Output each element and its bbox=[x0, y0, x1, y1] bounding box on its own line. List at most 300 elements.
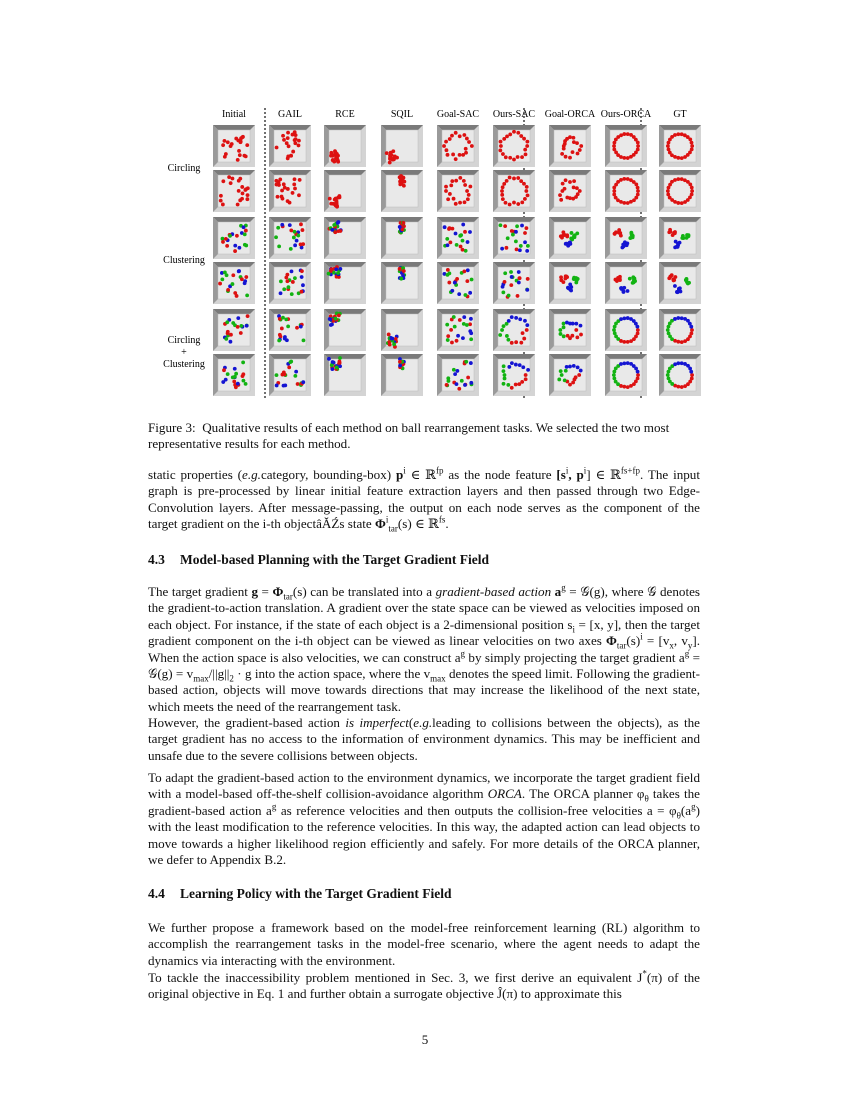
ball bbox=[327, 357, 331, 361]
ball bbox=[463, 293, 467, 297]
ball bbox=[451, 227, 455, 231]
ball bbox=[455, 339, 459, 343]
ball bbox=[564, 369, 568, 373]
cell-bevel bbox=[493, 217, 498, 259]
ball bbox=[630, 234, 634, 238]
ball bbox=[301, 380, 305, 384]
ball bbox=[240, 185, 244, 189]
ball bbox=[515, 224, 519, 228]
ball bbox=[446, 334, 450, 338]
cell-bevel bbox=[381, 170, 386, 212]
ball bbox=[520, 200, 524, 204]
ball bbox=[676, 340, 680, 344]
ball bbox=[523, 240, 527, 244]
ball bbox=[237, 246, 241, 250]
ball bbox=[515, 247, 519, 251]
ball bbox=[281, 197, 285, 201]
ball bbox=[626, 361, 630, 365]
ball bbox=[572, 186, 576, 190]
ball bbox=[673, 230, 677, 234]
ball bbox=[468, 329, 472, 333]
ball bbox=[523, 197, 527, 201]
ball bbox=[282, 287, 286, 291]
ball bbox=[333, 198, 337, 202]
ball bbox=[559, 332, 563, 336]
ball bbox=[516, 131, 520, 135]
ball bbox=[563, 378, 567, 382]
ball bbox=[231, 177, 235, 181]
ball bbox=[683, 384, 687, 388]
ball bbox=[565, 196, 569, 200]
cell-bevel bbox=[437, 262, 442, 304]
ball bbox=[505, 179, 509, 183]
ball bbox=[333, 230, 337, 234]
ball bbox=[221, 143, 225, 147]
ball bbox=[280, 223, 284, 227]
ball bbox=[242, 379, 246, 383]
ball bbox=[519, 134, 523, 138]
ball bbox=[509, 270, 513, 274]
ball bbox=[293, 130, 297, 134]
ball bbox=[557, 378, 561, 382]
ball bbox=[244, 154, 248, 158]
ball bbox=[676, 177, 680, 181]
ball bbox=[246, 314, 250, 318]
ball bbox=[463, 383, 467, 387]
ball bbox=[526, 193, 530, 197]
cell-bevel bbox=[213, 262, 255, 267]
ball bbox=[469, 337, 473, 341]
ball bbox=[288, 201, 292, 205]
ball bbox=[455, 243, 459, 247]
ball bbox=[516, 176, 520, 180]
ball bbox=[446, 197, 450, 201]
ball bbox=[668, 228, 672, 232]
ball bbox=[275, 384, 279, 388]
ball bbox=[293, 243, 297, 247]
ball bbox=[516, 155, 520, 159]
ball bbox=[300, 269, 304, 273]
ball bbox=[666, 328, 670, 332]
cell-bevel bbox=[493, 354, 498, 396]
cell-bevel bbox=[269, 309, 311, 314]
cell-bevel bbox=[605, 309, 647, 314]
ball bbox=[280, 189, 284, 193]
ball bbox=[463, 200, 467, 204]
cell-bevel bbox=[493, 262, 498, 304]
ball bbox=[572, 179, 576, 183]
ball bbox=[468, 291, 472, 295]
cell-bevel bbox=[437, 125, 479, 130]
ball bbox=[225, 320, 229, 324]
ball bbox=[508, 176, 512, 180]
ball bbox=[469, 361, 473, 365]
ball bbox=[219, 199, 223, 203]
cell-bevel bbox=[269, 309, 274, 351]
paragraph-node-feature: static properties (e.g.category, bounding-box) $p^i$ ∈ ℝ$^{fp}$ as the node feature [$s^i$, $p^i$] ∈ ℝ$^{fs+fp}$. The input graph is pre-processed by linear initial feature extraction layers and then passed through two Edge-Convolution layers. After message-passing, the output on each node serves as the component of the target gradient on the i-th objectâĂŹs state $\Phi^i_{tar}(s)$ ∈ ℝ$^{fs}$. bbox=[148, 465, 700, 534]
ball bbox=[525, 323, 529, 327]
ball bbox=[510, 361, 514, 365]
ball bbox=[519, 179, 523, 183]
ball bbox=[526, 277, 530, 281]
ball bbox=[560, 152, 564, 156]
ball bbox=[330, 363, 334, 367]
cell-floor bbox=[610, 222, 642, 254]
cell-bevel bbox=[381, 309, 386, 351]
ball bbox=[299, 325, 303, 329]
ball bbox=[522, 182, 526, 186]
ball bbox=[227, 175, 231, 179]
cell-bevel bbox=[324, 170, 366, 175]
ball bbox=[235, 234, 239, 238]
ball bbox=[566, 286, 570, 290]
cell-bevel bbox=[437, 354, 442, 396]
ball bbox=[236, 158, 240, 162]
ball bbox=[449, 328, 453, 332]
ball bbox=[575, 141, 579, 145]
cell-floor bbox=[610, 267, 642, 299]
cell-bevel bbox=[493, 170, 535, 175]
row-group-label: Circling + Clustering bbox=[163, 335, 205, 370]
figure-caption: Figure 3: Qualitative results of each method on ball rearrangement tasks. We selected the two most representative results for each method. bbox=[148, 420, 670, 452]
ball bbox=[240, 277, 244, 281]
ball bbox=[454, 131, 458, 135]
ball bbox=[236, 382, 240, 386]
ball bbox=[237, 189, 241, 193]
ball bbox=[447, 271, 451, 275]
ball bbox=[293, 177, 297, 181]
ball bbox=[501, 290, 505, 294]
ball bbox=[501, 185, 505, 189]
ball bbox=[452, 197, 456, 201]
cell-bevel bbox=[437, 170, 479, 175]
ball bbox=[468, 322, 472, 326]
cell-bevel bbox=[381, 262, 386, 304]
ball bbox=[388, 161, 392, 165]
ball bbox=[673, 317, 677, 321]
ball bbox=[631, 281, 635, 285]
cell-bevel bbox=[269, 125, 311, 130]
ball bbox=[517, 270, 521, 274]
ball bbox=[279, 291, 283, 295]
cell-bevel bbox=[605, 309, 610, 351]
ball bbox=[518, 248, 522, 252]
cell-bevel bbox=[269, 262, 274, 304]
ball bbox=[500, 247, 504, 251]
ball bbox=[579, 144, 583, 148]
ball bbox=[680, 340, 684, 344]
ball bbox=[558, 328, 562, 332]
ball bbox=[517, 382, 521, 386]
ball bbox=[619, 317, 623, 321]
cell-bevel bbox=[493, 262, 535, 267]
cell-bevel bbox=[605, 170, 610, 212]
ball bbox=[244, 187, 248, 191]
cell-floor bbox=[664, 267, 696, 299]
cell-bevel bbox=[437, 217, 479, 222]
cell-bevel bbox=[659, 262, 701, 267]
ball bbox=[456, 334, 460, 338]
ball bbox=[619, 362, 623, 366]
ball bbox=[226, 372, 230, 376]
ball bbox=[636, 328, 640, 332]
ball bbox=[218, 282, 222, 286]
ball bbox=[283, 372, 287, 376]
ball bbox=[465, 279, 469, 283]
column-header: Ours-ORCA bbox=[600, 109, 652, 120]
ball bbox=[282, 138, 286, 142]
ball bbox=[503, 373, 507, 377]
ball bbox=[221, 179, 225, 183]
ball bbox=[503, 224, 507, 228]
ball bbox=[525, 328, 529, 332]
ball bbox=[245, 324, 249, 328]
ball bbox=[297, 144, 301, 148]
ball bbox=[302, 338, 306, 342]
ball bbox=[568, 365, 572, 369]
ball bbox=[560, 373, 564, 377]
ball bbox=[670, 273, 674, 277]
cell-bevel bbox=[269, 217, 274, 259]
ball bbox=[522, 337, 526, 341]
ball bbox=[447, 379, 451, 383]
ball bbox=[559, 198, 563, 202]
ball bbox=[286, 324, 290, 328]
ball bbox=[458, 318, 462, 322]
ball bbox=[290, 292, 294, 296]
column-header: GT bbox=[673, 109, 687, 120]
ball bbox=[506, 338, 510, 342]
ball bbox=[463, 183, 467, 187]
ball bbox=[238, 177, 242, 181]
ball bbox=[510, 275, 514, 279]
ball bbox=[444, 185, 448, 189]
ball bbox=[622, 201, 626, 205]
ball bbox=[521, 365, 525, 369]
ball bbox=[676, 156, 680, 160]
ball bbox=[338, 356, 342, 360]
ball bbox=[564, 155, 568, 159]
ball bbox=[519, 341, 523, 345]
ball bbox=[666, 144, 670, 148]
ball bbox=[523, 231, 527, 235]
ball bbox=[622, 177, 626, 181]
cell-bevel bbox=[549, 125, 591, 130]
ball bbox=[506, 383, 510, 387]
ball bbox=[498, 149, 502, 153]
ball bbox=[459, 245, 463, 249]
ball bbox=[526, 244, 530, 248]
ball bbox=[463, 230, 467, 234]
ball bbox=[240, 197, 244, 201]
ball bbox=[568, 383, 572, 387]
ball bbox=[281, 134, 285, 138]
ball bbox=[283, 335, 287, 339]
ball bbox=[335, 366, 339, 370]
paragraph-imperfect-action: However, the gradient-based action is imperfect(e.g.leading to collisions between the objects), as the target gradient has no access to the information of environment dynamics. This may be inefficient and unsafe due to the severe collisions between objects. bbox=[148, 715, 700, 763]
ball bbox=[510, 341, 514, 345]
ball bbox=[329, 202, 333, 206]
ball bbox=[501, 197, 505, 201]
ball bbox=[622, 385, 626, 389]
ball bbox=[507, 319, 511, 323]
ball bbox=[444, 189, 448, 193]
ball bbox=[445, 237, 449, 241]
ball bbox=[462, 133, 466, 137]
ball bbox=[501, 285, 505, 289]
cell-bevel bbox=[437, 309, 479, 314]
ball bbox=[243, 243, 247, 247]
cell-bevel bbox=[659, 217, 664, 259]
ball bbox=[612, 328, 616, 332]
ball bbox=[330, 228, 334, 232]
ball bbox=[572, 234, 576, 238]
cell-bevel bbox=[269, 354, 311, 359]
cell-bevel bbox=[213, 309, 218, 351]
ball bbox=[448, 137, 452, 141]
ball bbox=[289, 360, 293, 364]
cell-bevel bbox=[659, 170, 664, 212]
ball bbox=[392, 342, 396, 346]
cell-bevel bbox=[437, 309, 442, 351]
ball bbox=[500, 193, 504, 197]
ball bbox=[667, 376, 671, 380]
ball bbox=[338, 229, 342, 233]
column-header: Goal-SAC bbox=[436, 109, 480, 120]
ball bbox=[525, 185, 529, 189]
ball bbox=[286, 131, 290, 135]
ball bbox=[293, 276, 297, 280]
ball bbox=[680, 385, 684, 389]
column-header: GAIL bbox=[278, 109, 302, 120]
ball bbox=[448, 192, 452, 196]
ball bbox=[520, 224, 524, 228]
ball bbox=[289, 247, 293, 251]
ball bbox=[690, 144, 694, 148]
cell-bevel bbox=[659, 125, 664, 167]
ball bbox=[453, 325, 457, 329]
ball bbox=[450, 341, 454, 345]
ball bbox=[568, 283, 572, 287]
ball bbox=[505, 134, 509, 138]
ball bbox=[566, 244, 570, 248]
ball bbox=[518, 317, 522, 321]
ball bbox=[510, 315, 514, 319]
ball bbox=[460, 379, 464, 383]
ball bbox=[571, 197, 575, 201]
ball bbox=[327, 272, 331, 276]
ball bbox=[666, 189, 670, 193]
ball bbox=[667, 276, 671, 280]
ball bbox=[524, 189, 528, 193]
ball bbox=[690, 373, 694, 377]
cell-bevel bbox=[549, 170, 554, 212]
ball bbox=[676, 361, 680, 365]
ball bbox=[673, 362, 677, 366]
ball bbox=[445, 148, 449, 152]
ball bbox=[512, 158, 516, 162]
ball bbox=[679, 290, 683, 294]
ball bbox=[572, 136, 576, 140]
ball bbox=[612, 148, 616, 152]
ball bbox=[574, 322, 578, 326]
page-number: 5 bbox=[421, 1032, 429, 1047]
section-heading-4-3: 4.3 Model-based Planning with the Target Gradient Field bbox=[148, 552, 490, 567]
ball bbox=[571, 322, 575, 326]
cell-bevel bbox=[605, 217, 610, 259]
ball bbox=[525, 226, 529, 230]
ball bbox=[393, 156, 397, 160]
ball bbox=[629, 231, 633, 235]
ball bbox=[231, 282, 235, 286]
paragraph-target-gradient: The target gradient $g = \Phi_{tar}(s)$ can be translated into a gradient-based action $a^g$ = 𝒢(g), where 𝒢 denotes the gradient-to-action translation. A gradient over the state space can be viewed as velocities imposed on each object. For instance, if the state of each object is a 2-dimensional position $s_i = [x$, y], then the target gradient component on the i-th object can be viewed as linear velocities on two axes $\Phi_{tar}(s)^i = [v_x$, $v_y$]. When the action space is also velocities, we can construct $a^g$ by simply projecting the target gradient $a^g$ = 𝒢(g) = $v_{max}/||g||_2 \cdot g$ into the action space, where the $v_{max}$ denotes the speed limit. Following the gradient-based action, objects will move towards directions that may increase the likelihood of the next state, which meets the need of the rearrangement task. bbox=[148, 582, 701, 714]
ball bbox=[334, 267, 338, 271]
ball bbox=[399, 174, 403, 178]
ball bbox=[565, 233, 569, 237]
ball bbox=[287, 144, 291, 148]
cell-bevel bbox=[659, 309, 701, 314]
ball bbox=[560, 236, 564, 240]
ball bbox=[464, 360, 468, 364]
cell-bevel bbox=[437, 354, 479, 359]
ball bbox=[338, 361, 342, 365]
ball bbox=[685, 233, 689, 237]
ball bbox=[236, 203, 240, 207]
ball bbox=[237, 149, 241, 153]
ball bbox=[499, 140, 503, 144]
ball bbox=[301, 228, 305, 232]
cell-bevel bbox=[269, 125, 274, 167]
ball bbox=[334, 317, 338, 321]
column-header: Goal-ORCA bbox=[544, 109, 596, 120]
cell-floor bbox=[442, 130, 474, 162]
ball bbox=[509, 283, 513, 287]
ball bbox=[236, 325, 240, 329]
ball bbox=[502, 364, 506, 368]
ball bbox=[678, 286, 682, 290]
cell-bevel bbox=[493, 309, 498, 351]
cell-bevel bbox=[659, 217, 701, 222]
cell-bevel bbox=[213, 354, 218, 396]
cell-bevel bbox=[605, 262, 647, 267]
cell-bevel bbox=[549, 354, 591, 359]
ball bbox=[221, 237, 225, 241]
ball bbox=[681, 236, 685, 240]
cell-bevel bbox=[324, 125, 366, 130]
ball bbox=[470, 278, 474, 282]
ball bbox=[676, 201, 680, 205]
cell-bevel bbox=[213, 217, 255, 222]
ball bbox=[503, 280, 507, 284]
ball bbox=[398, 267, 402, 271]
ball bbox=[525, 140, 529, 144]
ball bbox=[229, 333, 233, 337]
ball bbox=[683, 155, 687, 159]
ball bbox=[502, 182, 506, 186]
figure-3-qualitative-results bbox=[0, 0, 850, 410]
ball bbox=[575, 335, 579, 339]
cell-bevel bbox=[324, 309, 329, 351]
ball bbox=[293, 374, 297, 378]
ball bbox=[243, 281, 247, 285]
ball bbox=[221, 203, 225, 207]
ball bbox=[512, 201, 516, 205]
column-header: Ours-SAC bbox=[492, 109, 536, 120]
ball bbox=[461, 153, 465, 157]
ball bbox=[331, 360, 335, 364]
ball bbox=[525, 249, 529, 253]
ball bbox=[453, 372, 457, 376]
